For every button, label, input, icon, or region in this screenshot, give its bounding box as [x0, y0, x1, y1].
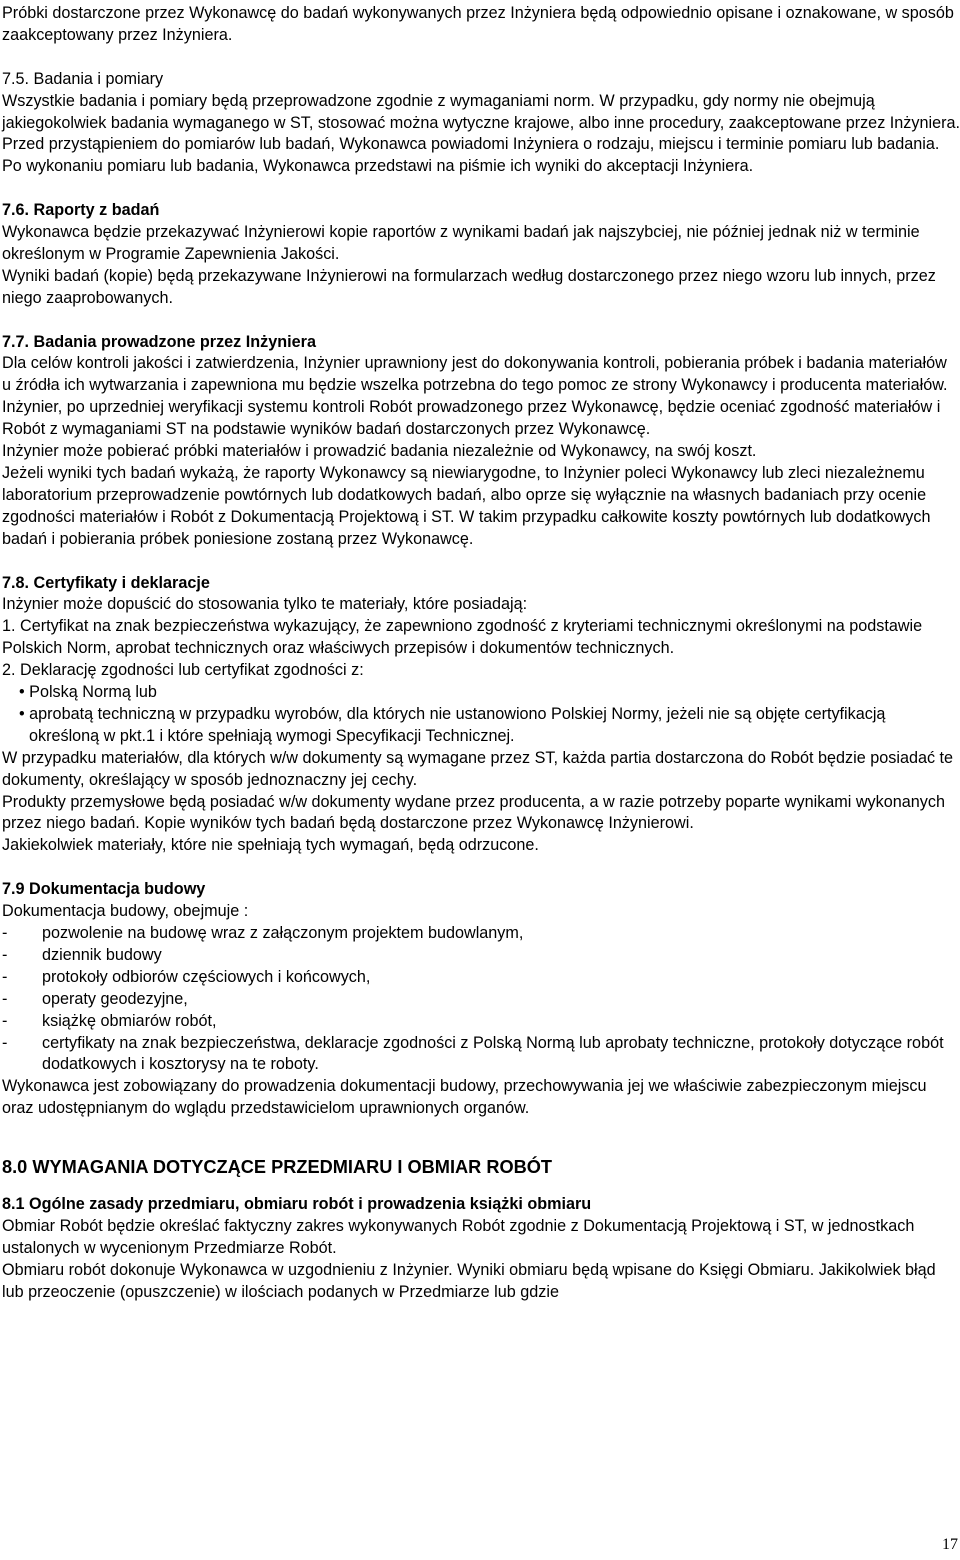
section-7-8-paragraph-6: Jakiekolwiek materiały, które nie spełniają tych wymagań, będą odrzucone.: [2, 836, 539, 855]
section-8-1-title: 8.1 Ogólne zasady przedmiaru, obmiaru robót i prowadzenia książki obmiaru: [2, 1195, 592, 1214]
page-number: 17: [942, 1536, 958, 1553]
list-item-text: książkę obmiarów robót,: [42, 1011, 217, 1030]
section-7-9-paragraph-2: Wykonawca jest zobowiązany do prowadzenia dokumentacji budowy, przechowywania jej we właściwie zabezpieczonym miejscu oraz udostępnianym do wglądu przedstawicielom uprawnionych organów.: [2, 1077, 927, 1118]
section-8-1-paragraph-2: Obmiaru robót dokonuje Wykonawca w uzgodnieniu z Inżynier. Wyniki obmiaru będą wpisane do Księgi Obmiaru. Jakikolwiek błąd lub przeoczenie (opuszczenie) w ilościach podanych w Przedmiarze lub gdzie: [2, 1260, 936, 1301]
section-7-6-title: 7.6. Raporty z badań: [2, 201, 160, 220]
dash-marker: -: [2, 967, 8, 986]
section-7-5-title: [2, 69, 960, 91]
section-7-5-paragraph-1: Wszystkie badania i pomiary będą przeprowadzone zgodnie z wymaganiami norm. W przypadku, gdy normy nie obejmują jakiegokolwiek badania wymaganego w ST, stosować można wytyczne krajowe, albo inne procedury, zaakceptowane przez Inżyniera.: [2, 91, 960, 132]
section-7-7-paragraph-4: Jeżeli wyniki tych badań wykażą, że raporty Wykonawcy są niewiarygodne, to Inżynier poleci Wykonawcy lub zleci niezależnemu laboratorium przeprowadzenie powtórnych lub dodatkowych badań, albo oprze się wyłącznie na własnych badaniach przy ocenie zgodności materiałów i Robót z Dokumentacją Projektową i ST. W takim przypadku całkowite koszty powtórnych lub dodatkowych badań i pobierania próbek poniesione zostaną przez Wykonawcę.: [2, 463, 931, 548]
section-7-9: [2, 879, 960, 1120]
section-7-7-paragraph-3: Inżynier może pobierać próbki materiałów i prowadzić badania niezależnie od Wykonawcy, na swój koszt.: [2, 442, 757, 461]
section-8-1: [2, 1194, 960, 1304]
dash-marker: -: [2, 923, 8, 942]
dash-marker: -: [2, 945, 8, 964]
section-7-5-paragraph-2: Przed przystąpieniem do pomiarów lub badań, Wykonawca powiadomi Inżyniera o rodzaju, miejscu i terminie pomiaru lub badania. Po wykonaniu pomiaru lub badania, Wykonawca przedstawi na piśmie ich wyniki do akceptacji Inżyniera.: [2, 135, 940, 176]
section-8-1-paragraph-1: Obmiar Robót będzie określać faktyczny zakres wykonywanych Robót zgodnie z Dokumentacją Projektową i ST, w jednostkach ustalonych w wycenionym Przedmiarze Robót.: [2, 1217, 915, 1257]
list-item: [2, 1011, 960, 1033]
section-7-5: [2, 69, 960, 179]
section-7-8-paragraph-4: W przypadku materiałów, dla których w/w dokumenty są wymagane przez ST, każda partia dostarczona do Robót będzie posiadać te dokumenty, określający w sposób jednoznaczny jej cechy.: [2, 748, 954, 789]
section-7-8-paragraph-2: 1. Certyfikat na znak bezpieczeństwa wykazujący, że zapewniono zgodność z kryteriami technicznymi określonymi na podstawie Polskich Norm, aprobat technicznych oraz właściwych przepisów i dokumentów technicznych.: [2, 617, 923, 658]
section-7-8-paragraph-1: Inżynier może dopuścić do stosowania tylko te materiały, które posiadają:: [2, 595, 528, 614]
list-item-text: dziennik budowy: [42, 945, 162, 964]
section-7-8-paragraph-3: 2. Deklarację zgodności lub certyfikat zgodności z:: [2, 661, 364, 680]
section-8-0-title: 8.0 WYMAGANIA DOTYCZĄCE PRZEDMIARU I OBMIAR ROBÓT: [2, 1157, 553, 1178]
section-7-7-title: 7.7. Badania prowadzone przez Inżyniera: [2, 332, 316, 351]
section-7-8-bullet-1: • Polską Normą lub: [19, 683, 157, 702]
list-item: [2, 989, 960, 1011]
section-7-7-paragraph-1: Dla celów kontroli jakości i zatwierdzenia, Inżynier uprawniony jest do dokonywania kontroli, pobierania próbek i badania materiałów u źródła ich wytwarzania i zapewniona mu będzie wszelka potrzebna do tego pomoc ze strony Wykonawcy i producenta materiałów.: [2, 354, 948, 395]
section-8-0: [2, 1154, 960, 1180]
list-item-text: certyfikaty na znak bezpieczeństwa, deklaracje zgodności z Polską Normą lub aprobaty techniczne, protokoły dotyczące robót dodatkowych i kosztorysy na te roboty.: [42, 1033, 944, 1074]
documentation-list: [2, 923, 960, 1076]
section-7-8-title: 7.8. Certyfikaty i deklaracje: [2, 573, 210, 592]
section-7-8: [2, 573, 960, 858]
dash-marker: -: [2, 989, 8, 1008]
list-item: [2, 945, 960, 967]
section-7-5-heading: Badania i pomiary: [33, 69, 164, 88]
list-item-text: protokoły odbiorów częściowych i końcowych,: [42, 967, 371, 986]
section-7-8-bullet-2: • aprobatą techniczną w przypadku wyrobów, dla których nie ustanowiono Polskiej Normy, jeżeli nie są objęte certyfikacją określoną w pkt.1 i które spełniają wymogi Specyfikacji Technicznej.: [19, 704, 886, 745]
list-item-text: operaty geodezyjne,: [42, 989, 188, 1008]
list-item: [2, 1033, 960, 1077]
section-7-8-paragraph-5: Produkty przemysłowe będą posiadać w/w dokumenty wydane przez producenta, a w razie potrzeby poparte wynikami wykonanych przez niego badań. Kopie wyników tych badań będą dostarczone przez Wykonawcę Inżynierowi.: [2, 792, 945, 833]
section-7-7: [2, 332, 960, 551]
section-7-5-number: 7.5.: [2, 69, 30, 88]
dash-marker: -: [2, 1011, 8, 1030]
section-7-6-paragraph-2: Wyniki badań (kopie) będą przekazywane Inżynierowi na formularzach według dostarczonego przez niego wzoru lub innych, przez niego zaaprobowanych.: [2, 266, 936, 307]
dash-marker: -: [2, 1033, 8, 1052]
list-item: [2, 967, 960, 989]
section-7-6: [2, 200, 960, 310]
intro-paragraph: Próbki dostarczone przez Wykonawcę do badań wykonywanych przez Inżyniera będą odpowiednio opisane i oznakowane, w sposób zaakceptowany przez Inżyniera.: [2, 4, 954, 44]
section-7-9-paragraph-1: Dokumentacja budowy, obejmuje :: [2, 902, 249, 921]
section-7-9-title: 7.9 Dokumentacja budowy: [2, 880, 206, 899]
section-7-7-paragraph-2: Inżynier, po uprzedniej weryfikacji systemu kontroli Robót prowadzonego przez Wykonawcę, będzie oceniać zgodność materiałów i Robót z wymaganiami ST na podstawie wyników badań dostarczonych przez Wykonawcę.: [2, 398, 941, 439]
list-item-text: pozwolenie na budowę wraz z załączonym projektem budowlanym,: [42, 923, 524, 942]
list-item: [2, 923, 960, 945]
section-7-6-paragraph-1: Wykonawca będzie przekazywać Inżynierowi kopie raportów z wynikami badań jak najszybciej, nie później jednak niż w terminie określonym w Programie Zapewnienia Jakości.: [2, 223, 920, 263]
